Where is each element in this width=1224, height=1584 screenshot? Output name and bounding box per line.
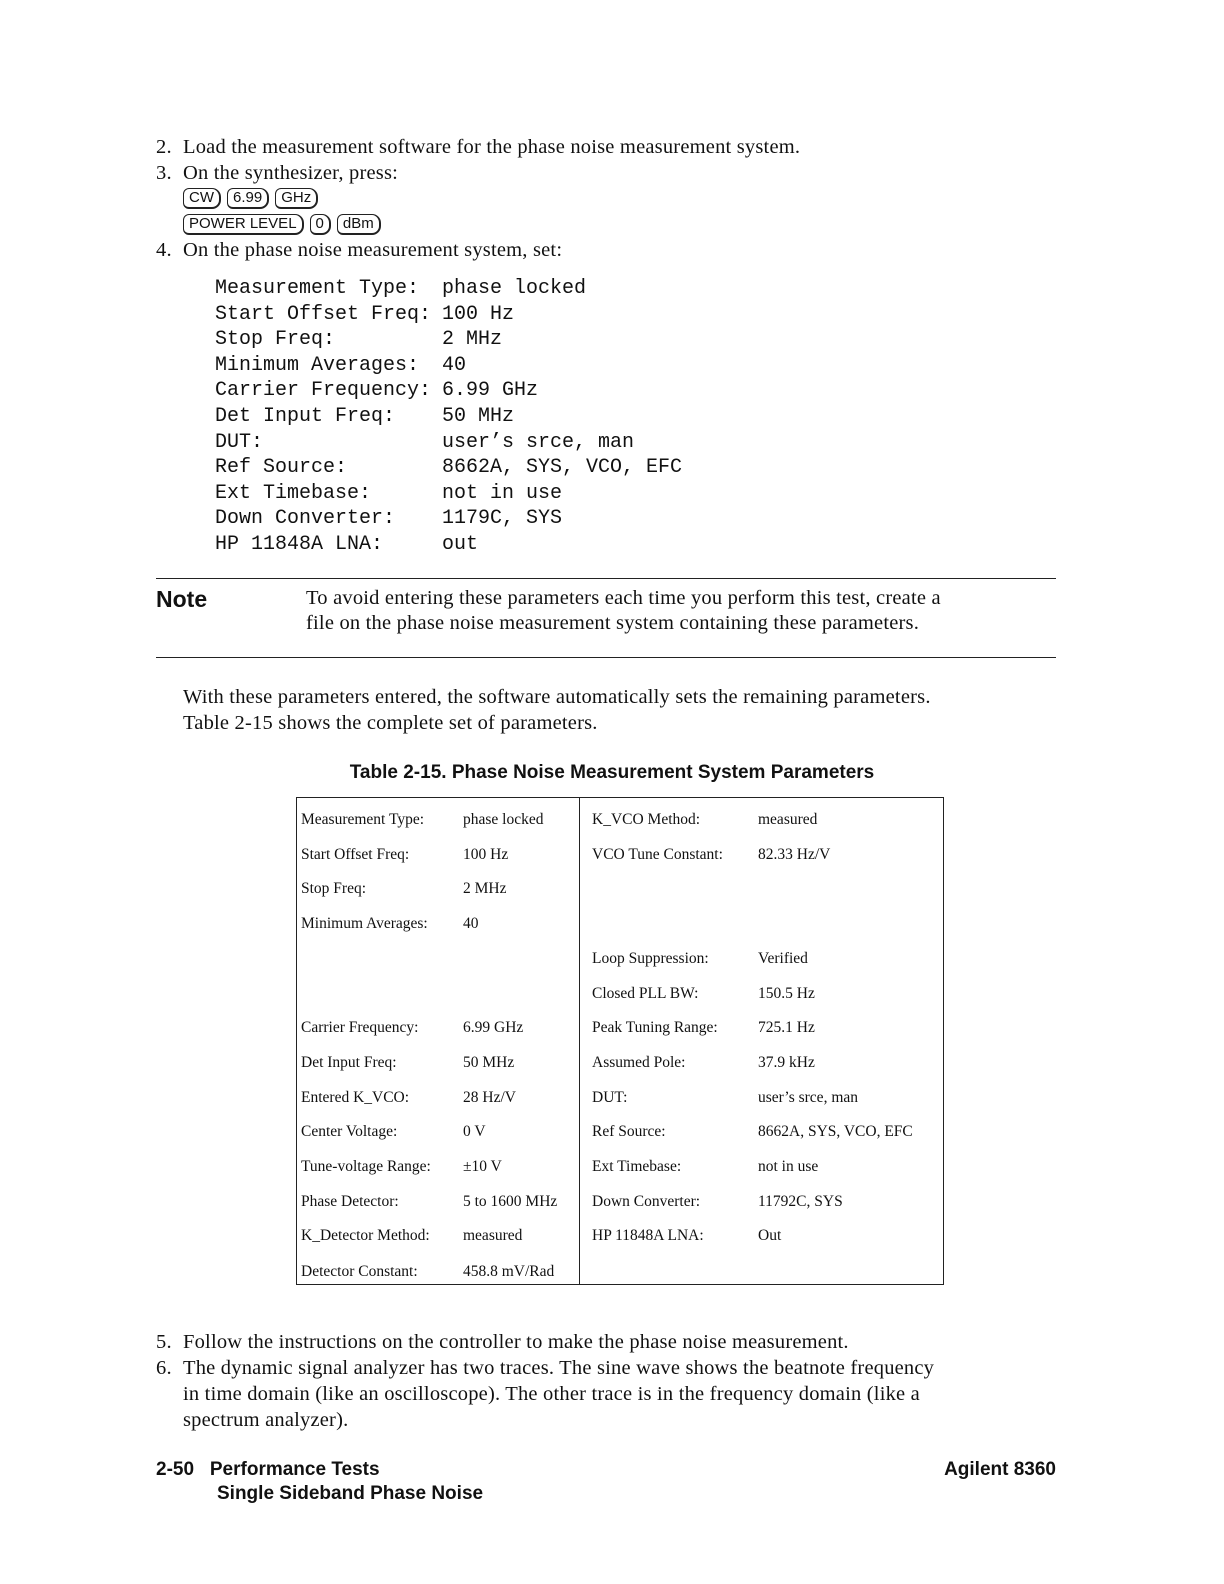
step-6 [156, 1355, 934, 1381]
note-text [306, 586, 1046, 636]
step-2 [156, 134, 800, 160]
step-6-continuation: spectrum analyzer). [183, 1409, 349, 1431]
setting-value: 6.99 GHz [442, 379, 539, 403]
right-param-value: 725.1 Hz [758, 1019, 815, 1037]
note-label: Note [156, 586, 208, 612]
setting-value: out [442, 532, 479, 556]
right-param-value: measured [758, 811, 818, 828]
right-param-label: Closed PLL BW: [592, 984, 699, 1002]
right-param-label: VCO Tune Constant: [592, 845, 723, 863]
left-param-value: 6.99 GHz [463, 1019, 524, 1037]
subsection-title: Single Sideband Phase Noise [217, 1483, 484, 1504]
dbm-key: dBm [337, 214, 381, 235]
setting-row [215, 276, 682, 302]
setting-value: phase locked [442, 277, 587, 300]
setting-value: 8662A, SYS, VCO, EFC [442, 456, 683, 480]
setting-value: 50 MHz [442, 404, 515, 428]
left-param-label: Detector Constant: [301, 1263, 418, 1281]
setting-label: Det Input Freq: [215, 404, 396, 428]
left-param-label: K_Detector Method: [301, 1227, 430, 1245]
key-sequence-2 [183, 214, 381, 236]
setting-row [215, 302, 682, 328]
right-param-value: Out [758, 1227, 782, 1245]
setting-value: 1179C, SYS [442, 507, 563, 531]
step-4 [156, 237, 562, 263]
settings-list [215, 276, 682, 558]
step-text: Load the measurement software for the phase noise measurement system. [183, 136, 801, 158]
left-param-label: Measurement Type: [301, 811, 425, 828]
right-param-label: Loop Suppression: [592, 949, 709, 967]
setting-row [215, 353, 682, 379]
table-column-divider [579, 798, 580, 1284]
setting-label: DUT: [215, 430, 264, 454]
setting-row [215, 506, 682, 532]
note-line: file on the phase noise measurement system containing these parameters. [306, 612, 920, 634]
setting-label: Measurement Type: [215, 277, 420, 300]
setting-row [215, 481, 682, 507]
ghz-key: GHz [275, 188, 318, 209]
setting-value: user’s srce, man [442, 430, 635, 454]
parameter-table [296, 797, 944, 1285]
step-text: On the phase noise measurement system, set: [183, 239, 563, 261]
setting-label: Ref Source: [215, 456, 348, 480]
setting-value: 40 [442, 353, 467, 377]
setting-label: Down Converter: [215, 507, 396, 531]
left-param-value: measured [463, 1227, 523, 1245]
setting-row [215, 532, 682, 558]
setting-row [215, 327, 682, 353]
right-param-label: HP 11848A LNA: [592, 1227, 704, 1245]
section-title: Performance Tests [209, 1459, 380, 1480]
left-param-label: Minimum Averages: [301, 915, 428, 933]
left-param-value: 100 Hz [463, 845, 509, 863]
step-number: 4. [156, 239, 172, 261]
page-number: 2-50 [156, 1459, 195, 1480]
cw-key: CW [183, 188, 221, 209]
step-text: The dynamic signal analyzer has two traces. The sine wave shows the beatnote frequency [183, 1357, 935, 1379]
setting-label: Minimum Averages: [215, 353, 420, 377]
paragraph-line: Table 2-15 shows the complete set of parameters. [183, 712, 598, 734]
left-param-value: 50 MHz [463, 1053, 515, 1071]
setting-value: not in use [442, 481, 563, 505]
left-param-label: Carrier Frequency: [301, 1019, 419, 1037]
left-param-label: Phase Detector: [301, 1192, 399, 1210]
right-param-label: DUT: [592, 1088, 628, 1106]
right-param-value: 150.5 Hz [758, 984, 815, 1002]
left-param-value: 2 MHz [463, 880, 507, 898]
left-param-label: Tune-voltage Range: [301, 1158, 431, 1175]
left-param-value: 5 to 1600 MHz [463, 1192, 558, 1210]
setting-label: Carrier Frequency: [215, 379, 432, 403]
right-param-label: Down Converter: [592, 1192, 701, 1210]
setting-value: 2 MHz [442, 328, 503, 352]
step-6-continuation: in time domain (like an oscilloscope). The other trace is in the frequency domain (like a [183, 1383, 920, 1405]
left-param-value: 28 Hz/V [463, 1088, 516, 1106]
setting-label: Start Offset Freq: [215, 302, 432, 326]
right-param-label: Assumed Pole: [592, 1053, 686, 1071]
paragraph-line: With these parameters entered, the software automatically sets the remaining parameters. [183, 686, 931, 708]
table-caption: Table 2-15. Phase Noise Measurement System Parameters [349, 762, 875, 783]
setting-label: Stop Freq: [215, 328, 336, 352]
setting-value: 100 Hz [442, 302, 515, 326]
setting-row [215, 378, 682, 404]
step-text: On the synthesizer, press: [183, 162, 399, 184]
left-param-value: 458.8 mV/Rad [463, 1263, 555, 1281]
left-param-label: Det Input Freq: [301, 1053, 397, 1071]
left-param-value: 40 [463, 915, 479, 933]
right-param-value: 37.9 kHz [758, 1053, 815, 1071]
setting-label: HP 11848A LNA: [215, 532, 384, 556]
right-param-label: Ref Source: [592, 1123, 666, 1141]
setting-row [215, 430, 682, 456]
left-param-label: Center Voltage: [301, 1123, 398, 1141]
power-level-key: POWER LEVEL [183, 214, 304, 235]
right-param-label: K_VCO Method: [592, 811, 701, 828]
value-6-99-key: 6.99 [227, 188, 269, 209]
left-param-label: Start Offset Freq: [301, 845, 410, 863]
setting-label: Ext Timebase: [215, 481, 372, 505]
right-param-value: 11792C, SYS [758, 1192, 843, 1210]
zero-key: 0 [310, 214, 331, 235]
right-param-label: Peak Tuning Range: [592, 1019, 718, 1037]
setting-row [215, 404, 682, 430]
left-param-value: 0 V [463, 1123, 486, 1141]
note-bottom-rule [156, 657, 1056, 658]
right-param-value: 8662A, SYS, VCO, EFC [758, 1123, 913, 1141]
right-param-value: user’s srce, man [758, 1088, 859, 1106]
step-text: Follow the instructions on the controller to make the phase noise measurement. [183, 1331, 849, 1353]
body-paragraph [183, 684, 1063, 736]
left-param-value: phase locked [463, 811, 544, 828]
step-5 [156, 1329, 849, 1355]
page-footer-left [156, 1458, 483, 1506]
key-sequence-1 [183, 188, 318, 210]
step-3 [156, 160, 398, 186]
right-param-value: 82.33 Hz/V [758, 845, 831, 863]
note-line: To avoid entering these parameters each time you perform this test, create a [306, 587, 941, 609]
right-param-value: not in use [758, 1158, 819, 1175]
right-param-value: Verified [758, 949, 808, 967]
right-param-label: Ext Timebase: [592, 1158, 682, 1175]
note-top-rule [156, 578, 1056, 579]
step-number: 2. [156, 136, 172, 158]
left-param-label: Entered K_VCO: [301, 1088, 410, 1106]
step-number: 5. [156, 1331, 172, 1353]
left-param-value: ±10 V [463, 1158, 502, 1175]
step-number: 3. [156, 162, 172, 184]
step-number: 6. [156, 1357, 172, 1379]
product-name: Agilent 8360 [944, 1459, 1056, 1480]
left-param-label: Stop Freq: [301, 880, 367, 898]
setting-row [215, 455, 682, 481]
